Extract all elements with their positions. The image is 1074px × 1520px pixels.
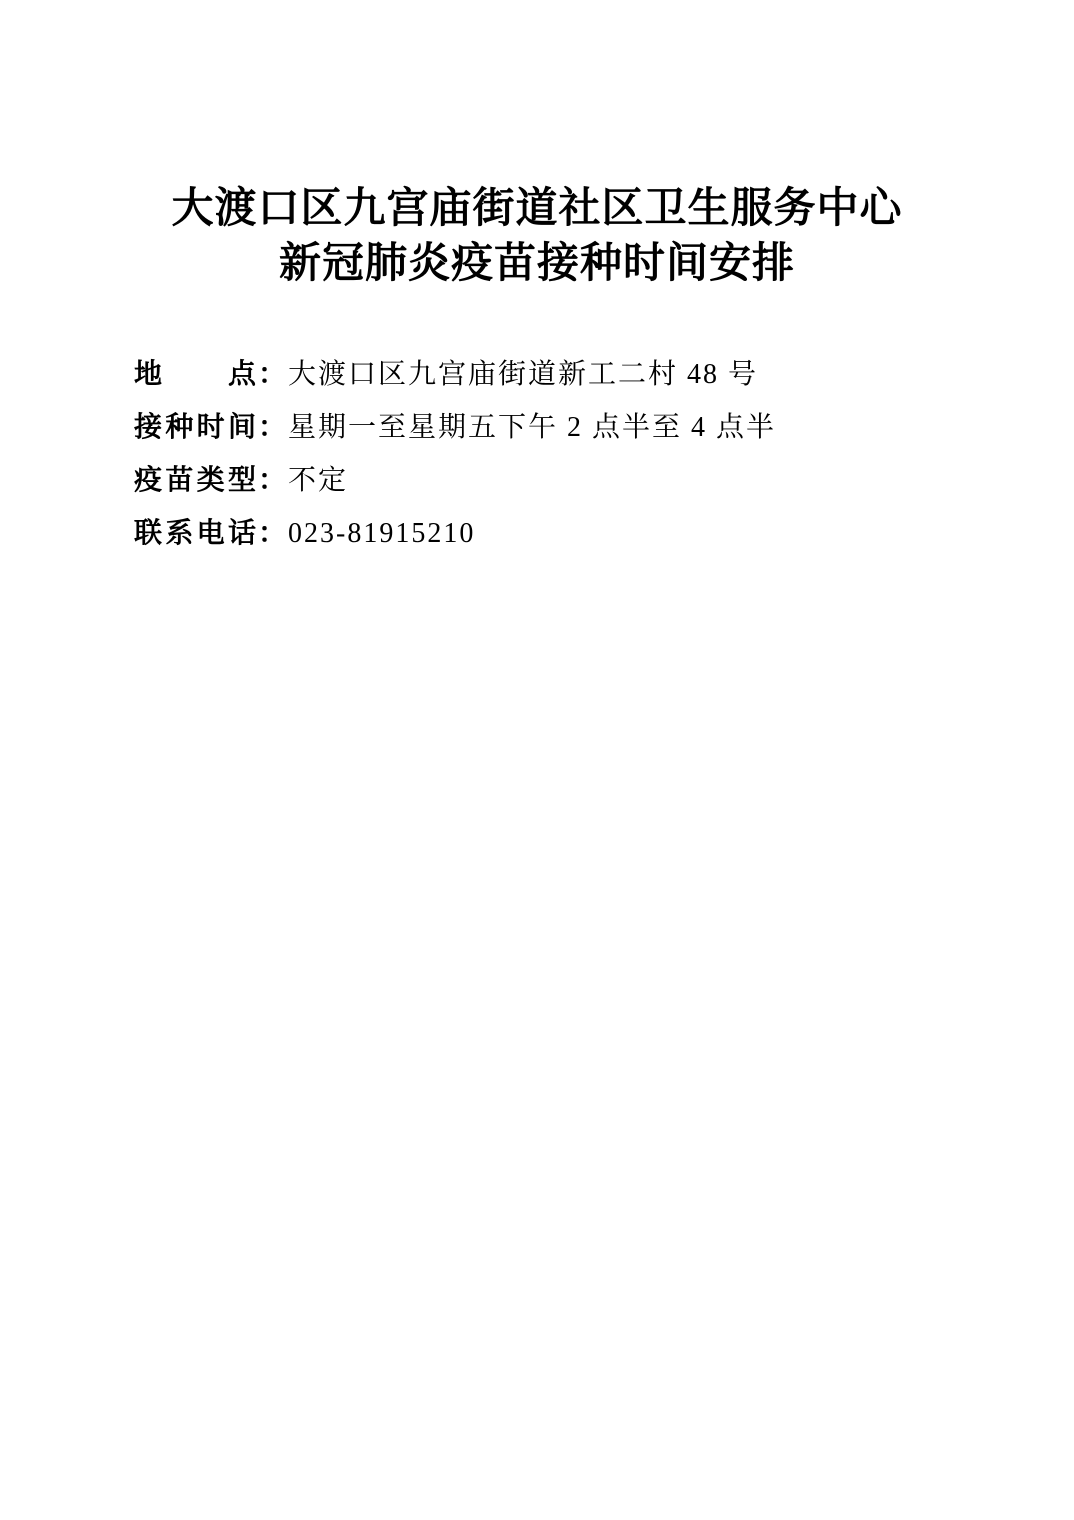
info-row-time bbox=[134, 400, 994, 453]
location-colon: ： bbox=[258, 358, 287, 389]
phone-value: 023-81915210 bbox=[288, 518, 476, 549]
info-row-vaccine-type bbox=[134, 453, 994, 506]
time-colon: ： bbox=[258, 411, 287, 442]
info-row-location bbox=[134, 347, 994, 400]
location-label: 地点 bbox=[134, 358, 256, 389]
title-line-1: 大渡口区九宫庙街道社区卫生服务中心 bbox=[171, 186, 903, 232]
document-title bbox=[0, 182, 1074, 292]
location-value: 大渡口区九宫庙街道新工二村 48 号 bbox=[288, 359, 759, 390]
time-value: 星期一至星期五下午 2 点半至 4 点半 bbox=[288, 412, 777, 443]
title-line-2: 新冠肺炎疫苗接种时间安排 bbox=[278, 241, 795, 287]
vaccine-type-label: 疫苗类型 bbox=[134, 464, 256, 495]
time-label: 接种时间 bbox=[134, 411, 256, 442]
phone-label: 联系电话 bbox=[134, 517, 256, 548]
info-row-phone bbox=[134, 506, 994, 559]
info-block bbox=[134, 347, 994, 559]
vaccine-type-value: 不定 bbox=[288, 465, 349, 496]
phone-colon: ： bbox=[258, 517, 287, 548]
vaccine-type-colon: ： bbox=[258, 464, 287, 495]
